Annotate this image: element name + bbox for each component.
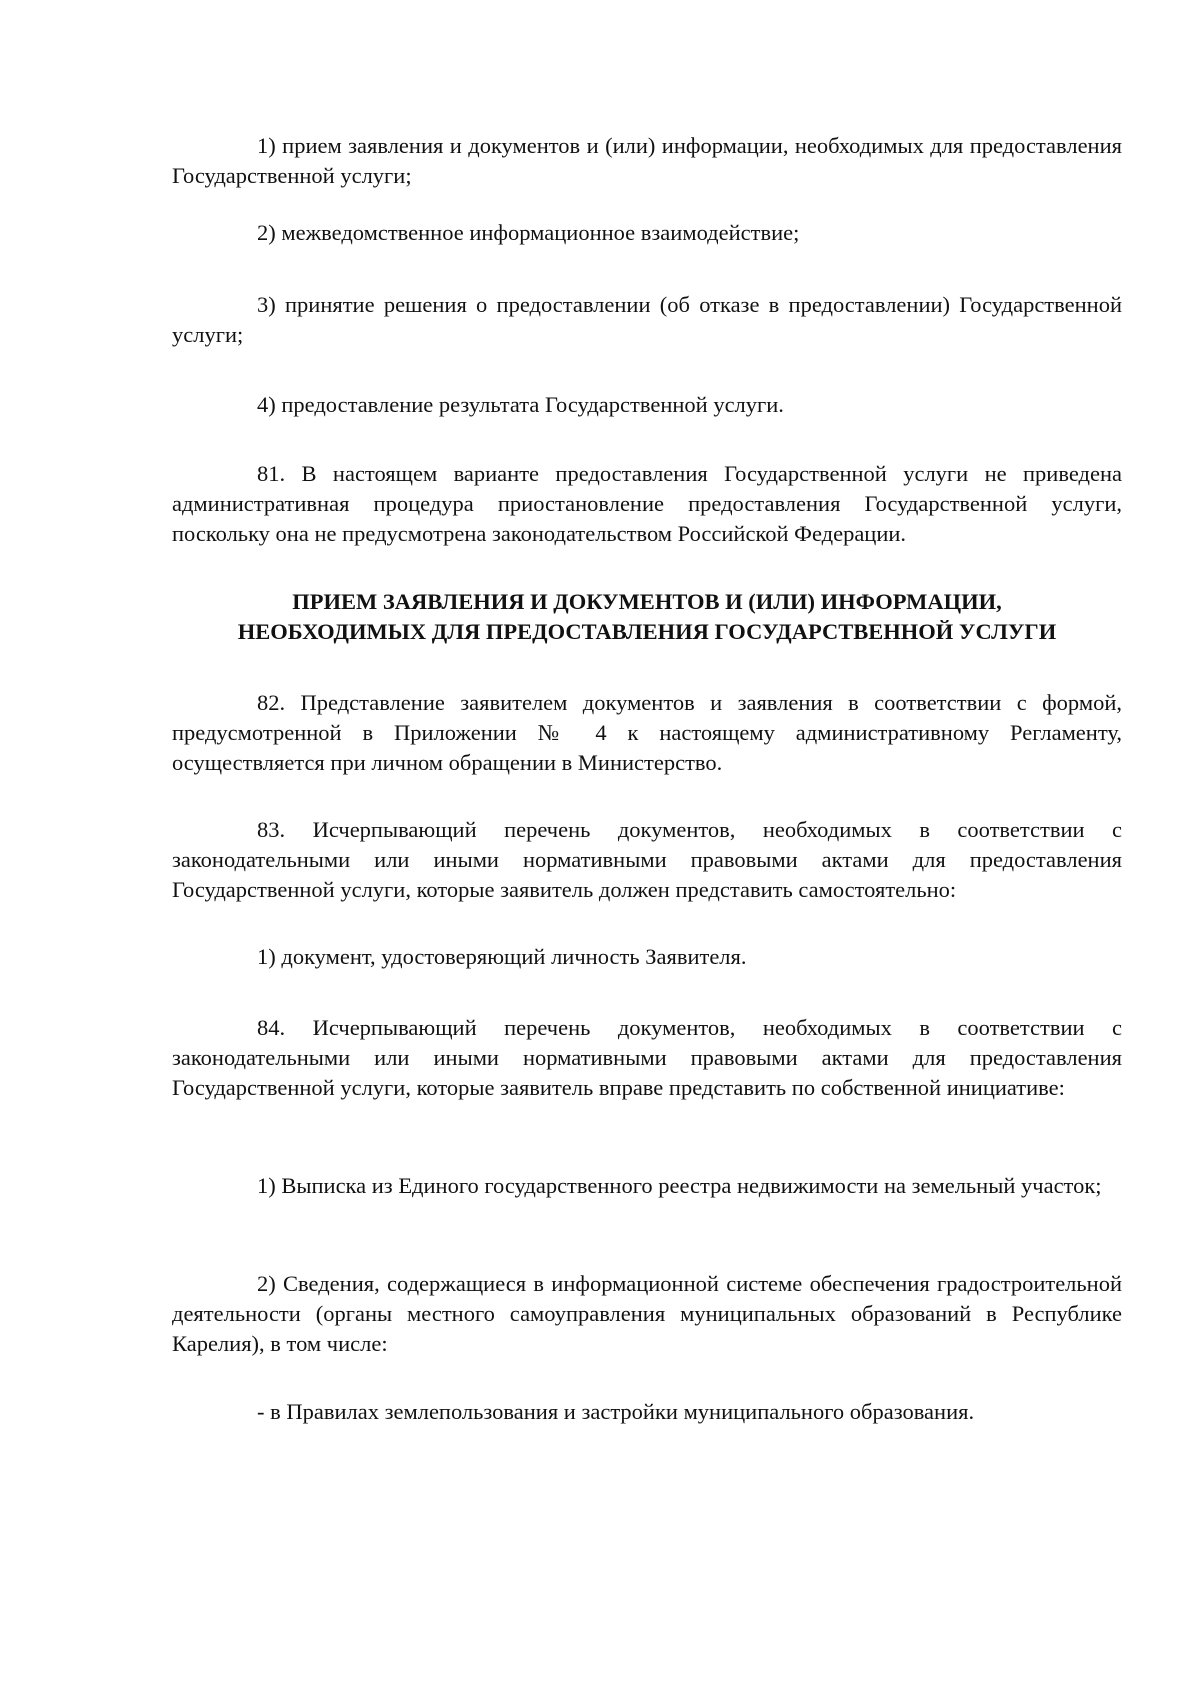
list-item-land-use-rules: - в Правилах землепользования и застройки муниципального образования.: [257, 1399, 975, 1424]
list-item-decision: 3) принятие решения о предоставлении (об отказе в предоставлении) Государственной услуги;: [172, 292, 1122, 347]
paragraph-84: 84. Исчерпывающий перечень документов, необходимых в соответствии с законодательными или иными нормативными правовыми актами для предоставления Государственной услуги, которые заявитель вправе представить по собственной инициативе:: [172, 1015, 1122, 1100]
list-item-identity-document: 1) документ, удостоверяющий личность Заявителя.: [257, 944, 747, 969]
paragraph-83: 83. Исчерпывающий перечень документов, необходимых в соответствии с законодательными или иными нормативными правовыми актами для предоставления Государственной услуги, которые заявитель должен представить самостоятельно:: [172, 817, 1122, 902]
section-heading: [172, 587, 1122, 647]
list-item-result: 4) предоставление результата Государственной услуги.: [257, 392, 784, 417]
paragraph-81: 81. В настоящем варианте предоставления Государственной услуги не приведена административная процедура приостановление предоставления Государственной услуги, поскольку она не предусмотрена законодательством Российской Федерации.: [172, 461, 1122, 546]
section-heading-line-2: НЕОБХОДИМЫХ ДЛЯ ПРЕДОСТАВЛЕНИЯ ГОСУДАРСТВЕННОЙ УСЛУГИ: [237, 619, 1057, 644]
list-item-interdepartmental: 2) межведомственное информационное взаимодействие;: [257, 220, 800, 245]
list-item-reception: 1) прием заявления и документов и (или) информации, необходимых для предоставления Государственной услуги;: [172, 133, 1122, 188]
list-item-isogd-info: 2) Сведения, содержащиеся в информационной системе обеспечения градостроительной деятельности (органы местного самоуправления муниципальных образований в Республике Карелия), в том числе:: [172, 1271, 1122, 1356]
section-heading-line-1: ПРИЕМ ЗАЯВЛЕНИЯ И ДОКУМЕНТОВ И (ИЛИ) ИНФОРМАЦИИ,: [292, 589, 1002, 614]
paragraph-82: 82. Представление заявителем документов и заявления в соответствии с формой, предусмотренной в Приложении № 4 к настоящему административному Регламенту, осуществляется при личном обращении в Министерство.: [172, 690, 1122, 775]
list-item-egrn-extract: 1) Выписка из Единого государственного реестра недвижимости на земельный участок;: [257, 1173, 1102, 1198]
